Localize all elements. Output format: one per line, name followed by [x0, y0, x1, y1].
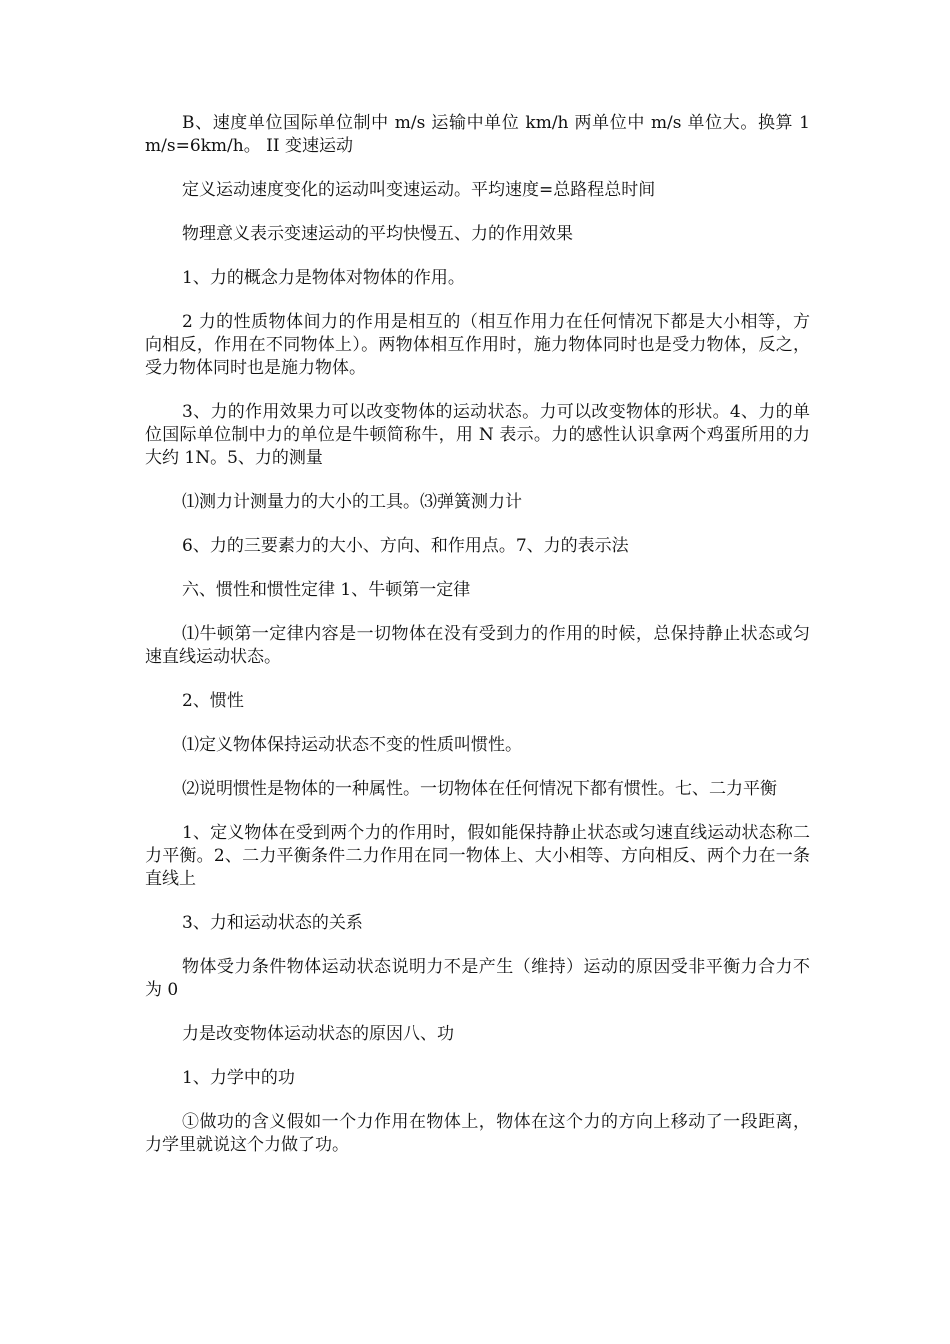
paragraph-force-meter: ⑴测力计测量力的大小的工具。⑶弹簧测力计: [182, 492, 522, 512]
paragraph-unbalanced-force: 物体受力条件物体运动状态说明力不是产生（维持）运动的原因受非平衡力合力不为 0: [145, 957, 810, 1000]
paragraph-balance-definition: 1、定义物体在受到两个力的作用时，假如能保持静止状态或匀速直线运动状态称二力平衡。2、二力平衡条件二力作用在同一物体上、大小相等、方向相反、两个力在一条直线上: [145, 823, 810, 889]
paragraph-force-motion-relation: 3、力和运动状态的关系: [182, 913, 363, 933]
document-body: [145, 112, 810, 1178]
paragraph-inertia-heading: 六、惯性和惯性定律 1、牛顿第一定律: [182, 580, 471, 600]
paragraph-force-effects: 3、力的作用效果力可以改变物体的运动状态。力可以改变物体的形状。4、力的单位国际单位制中力的单位是牛顿简称牛，用 N 表示。力的感性认识拿两个鸡蛋所用的力大约 1N。5、力的测量: [145, 402, 810, 468]
paragraph-three-elements: 6、力的三要素力的大小、方向、和作用点。7、力的表示法: [182, 536, 629, 556]
paragraph-variable-motion-definition: 定义运动速度变化的运动叫变速运动。平均速度=总路程总时间: [182, 180, 656, 200]
paragraph-inertia-explanation: ⑵说明惯性是物体的一种属性。一切物体在任何情况下都有惯性。七、二力平衡: [182, 779, 777, 799]
paragraph-force-concept: 1、力的概念力是物体对物体的作用。: [182, 268, 465, 288]
paragraph-inertia-definition: ⑴定义物体保持运动状态不变的性质叫惯性。: [182, 735, 522, 755]
paragraph-mechanical-work: 1、力学中的功: [182, 1068, 295, 1088]
paragraph-physical-meaning: 物理意义表示变速运动的平均快慢五、力的作用效果: [182, 224, 573, 244]
paragraph-inertia-title: 2、惯性: [182, 691, 244, 711]
paragraph-newton-first-law: ⑴牛顿第一定律内容是一切物体在没有受到力的作用的时候，总保持静止状态或匀速直线运动状态。: [145, 624, 810, 667]
paragraph-speed-units: B、速度单位国际单位制中 m/s 运输中单位 km/h 两单位中 m/s 单位大。换算 1m/s=6km/h。 II 变速运动: [145, 113, 810, 156]
paragraph-work-heading: 力是改变物体运动状态的原因八、功: [182, 1024, 454, 1044]
paragraph-work-meaning: ①做功的含义假如一个力作用在物体上，物体在这个力的方向上移动了一段距离，力学里就说这个力做了功。: [145, 1112, 810, 1155]
paragraph-force-nature: 2 力的性质物体间力的作用是相互的（相互作用力在任何情况下都是大小相等，方向相反，作用在不同物体上）。两物体相互作用时，施力物体同时也是受力物体，反之，受力物体同时也是施力物体。: [145, 312, 810, 378]
